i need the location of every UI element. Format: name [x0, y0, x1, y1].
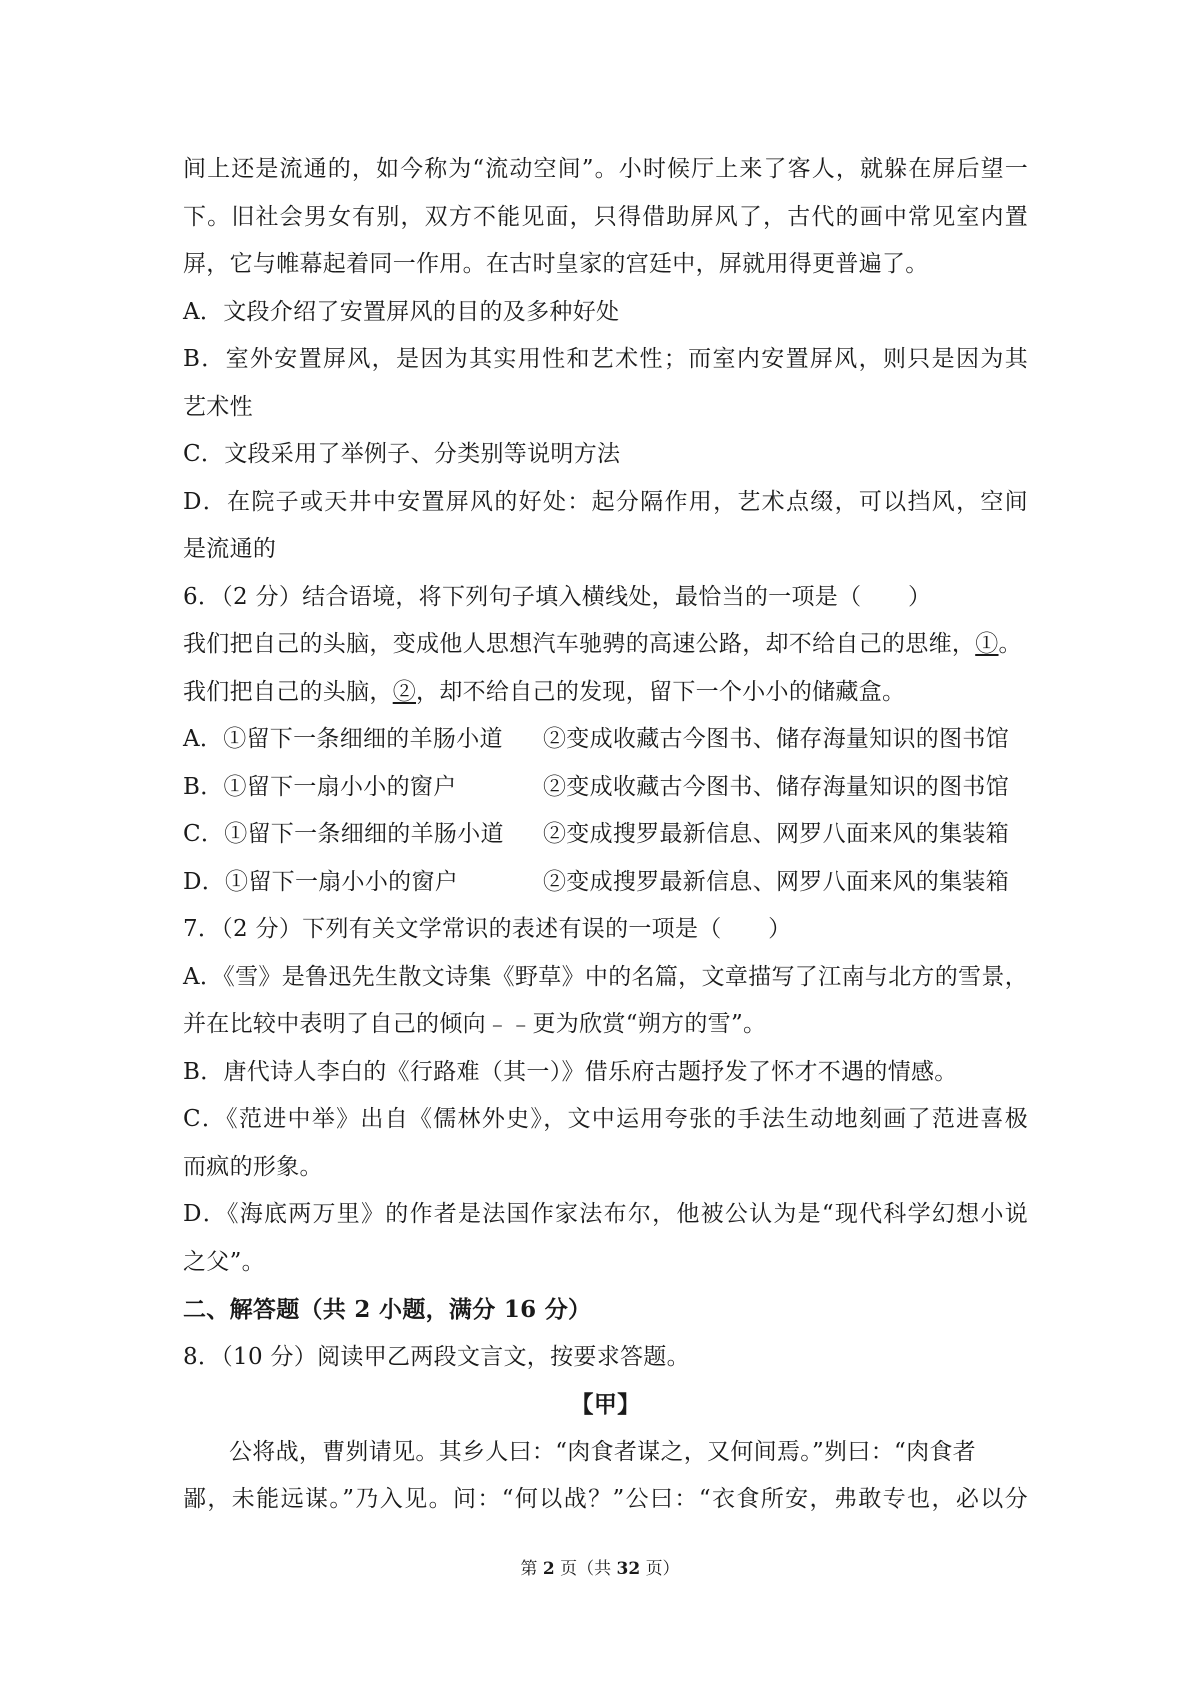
footer-mid: 页（共 [560, 1559, 612, 1579]
q7-option-a-cont: 并在比较中表明了自己的倾向﹣﹣更为欣赏“朔方的雪”。 [183, 1011, 767, 1037]
passage-line: 间上还是流通的，如今称为“流动空间”。小时候厅上来了客人，就躲在屏后望一 [183, 156, 1028, 182]
footer-pre: 第 [520, 1559, 538, 1579]
q7-option-c: C．《范进中举》出自《儒林外史》，文中运用夸张的手法生动地刻画了范进喜极 [183, 1106, 1028, 1132]
q5-option-b: B．室外安置屏风，是因为其实用性和艺术性；而室内安置屏风，则只是因为其 [183, 346, 1028, 372]
q7-option-d-cont: 之父”。 [183, 1248, 265, 1275]
q6-option-b [183, 764, 1028, 812]
footer-post: 页） [645, 1559, 680, 1579]
q7-option-c-cont: 而疯的形象。 [183, 1153, 323, 1180]
q5-option-a: A．文段介绍了安置屏风的目的及多种好处 [183, 298, 620, 325]
passage-line: 屏，它与帷幕起着同一作用。在古时皇家的宫廷中，屏就用得更普遍了。 [183, 251, 929, 277]
page-content [183, 146, 1028, 1524]
q6-stem: 6．（2 分）结合语境，将下列句子填入横线处，最恰当的一项是（ ） [183, 583, 932, 610]
section-2-title: 二、解答题（共 2 小题，满分 16 分） [183, 1296, 592, 1323]
q6-option-c [183, 811, 1028, 859]
classical-text-line: 鄙，未能远谋。”乃入见。问：“何以战？”公曰：“衣食所安，弗敢专也，必以分 [183, 1486, 1028, 1512]
q6-option-d [183, 859, 1028, 907]
page-footer [0, 1554, 1200, 1579]
q5-option-b-cont: 艺术性 [183, 393, 253, 420]
q6-option-b-right: ②变成收藏古今图书、储存海量知识的图书馆 [543, 773, 1009, 800]
q6-sentence-2 [183, 669, 1028, 717]
q6-s2-text: 我们把自己的头脑， [183, 678, 393, 705]
footer-total-pages: 32 [616, 1559, 641, 1579]
q6-option-a-left: A．①留下一条细细的羊肠小道 [183, 726, 503, 752]
passage-heading-jia: 【甲】 [570, 1391, 641, 1418]
q6-s1-end: 。 [998, 631, 1022, 657]
footer-page-number: 2 [542, 1559, 555, 1579]
q6-sentence-1 [183, 621, 1028, 669]
q6-option-b-left: B．①留下一扇小小的窗户 [183, 773, 457, 800]
q6-s1-text: 我们把自己的头脑，变成他人思想汽车驰骋的高速公路，却不给自己的思维， [183, 631, 976, 657]
passage-line: 下。旧社会男女有别，双方不能见面，只得借助屏风了，古代的画中常见室内置 [183, 203, 1028, 230]
q5-option-c: C．文段采用了举例子、分类别等说明方法 [183, 441, 621, 467]
q6-option-c-left: C．①留下一条细细的羊肠小道 [183, 821, 504, 847]
q6-s2-end: ，却不给自己的发现，留下一个小小的储藏盒。 [416, 678, 906, 705]
q7-option-d: D．《海底两万里》的作者是法国作家法布尔，他被公认为是“现代科学幻想小说 [183, 1201, 1028, 1227]
q8-stem: 8．（10 分）阅读甲乙两段文言文，按要求答题。 [183, 1343, 690, 1370]
q6-option-a [183, 716, 1028, 764]
q6-option-d-right: ②变成搜罗最新信息、网罗八面来风的集装箱 [543, 868, 1009, 895]
q7-option-b: B．唐代诗人李白的《行路难（其一）》借乐府古题抒发了怀才不遇的情感。 [183, 1058, 958, 1085]
classical-text-line: 公将战，曹刿请见。其乡人曰：“肉食者谋之，又何间焉。”刿曰：“肉食者 [229, 1438, 976, 1465]
q7-option-a: A．《雪》是鲁迅先生散文诗集《野草》中的名篇，文章描写了江南与北方的雪景， [183, 963, 1028, 990]
q6-option-a-right: ②变成收藏古今图书、储存海量知识的图书馆 [543, 726, 1009, 752]
q6-blank-2: ② [392, 678, 417, 705]
q6-blank-1: ① [975, 631, 999, 657]
q6-option-c-right: ②变成搜罗最新信息、网罗八面来风的集装箱 [543, 821, 1009, 847]
q5-option-d: D．在院子或天井中安置屏风的好处：起分隔作用，艺术点缀，可以挡风，空间 [183, 488, 1028, 515]
q5-option-d-cont: 是流通的 [183, 536, 277, 562]
q7-stem: 7．（2 分）下列有关文学常识的表述有误的一项是（ ） [183, 916, 792, 942]
q6-option-d-left: D．①留下一扇小小的窗户 [183, 868, 459, 895]
